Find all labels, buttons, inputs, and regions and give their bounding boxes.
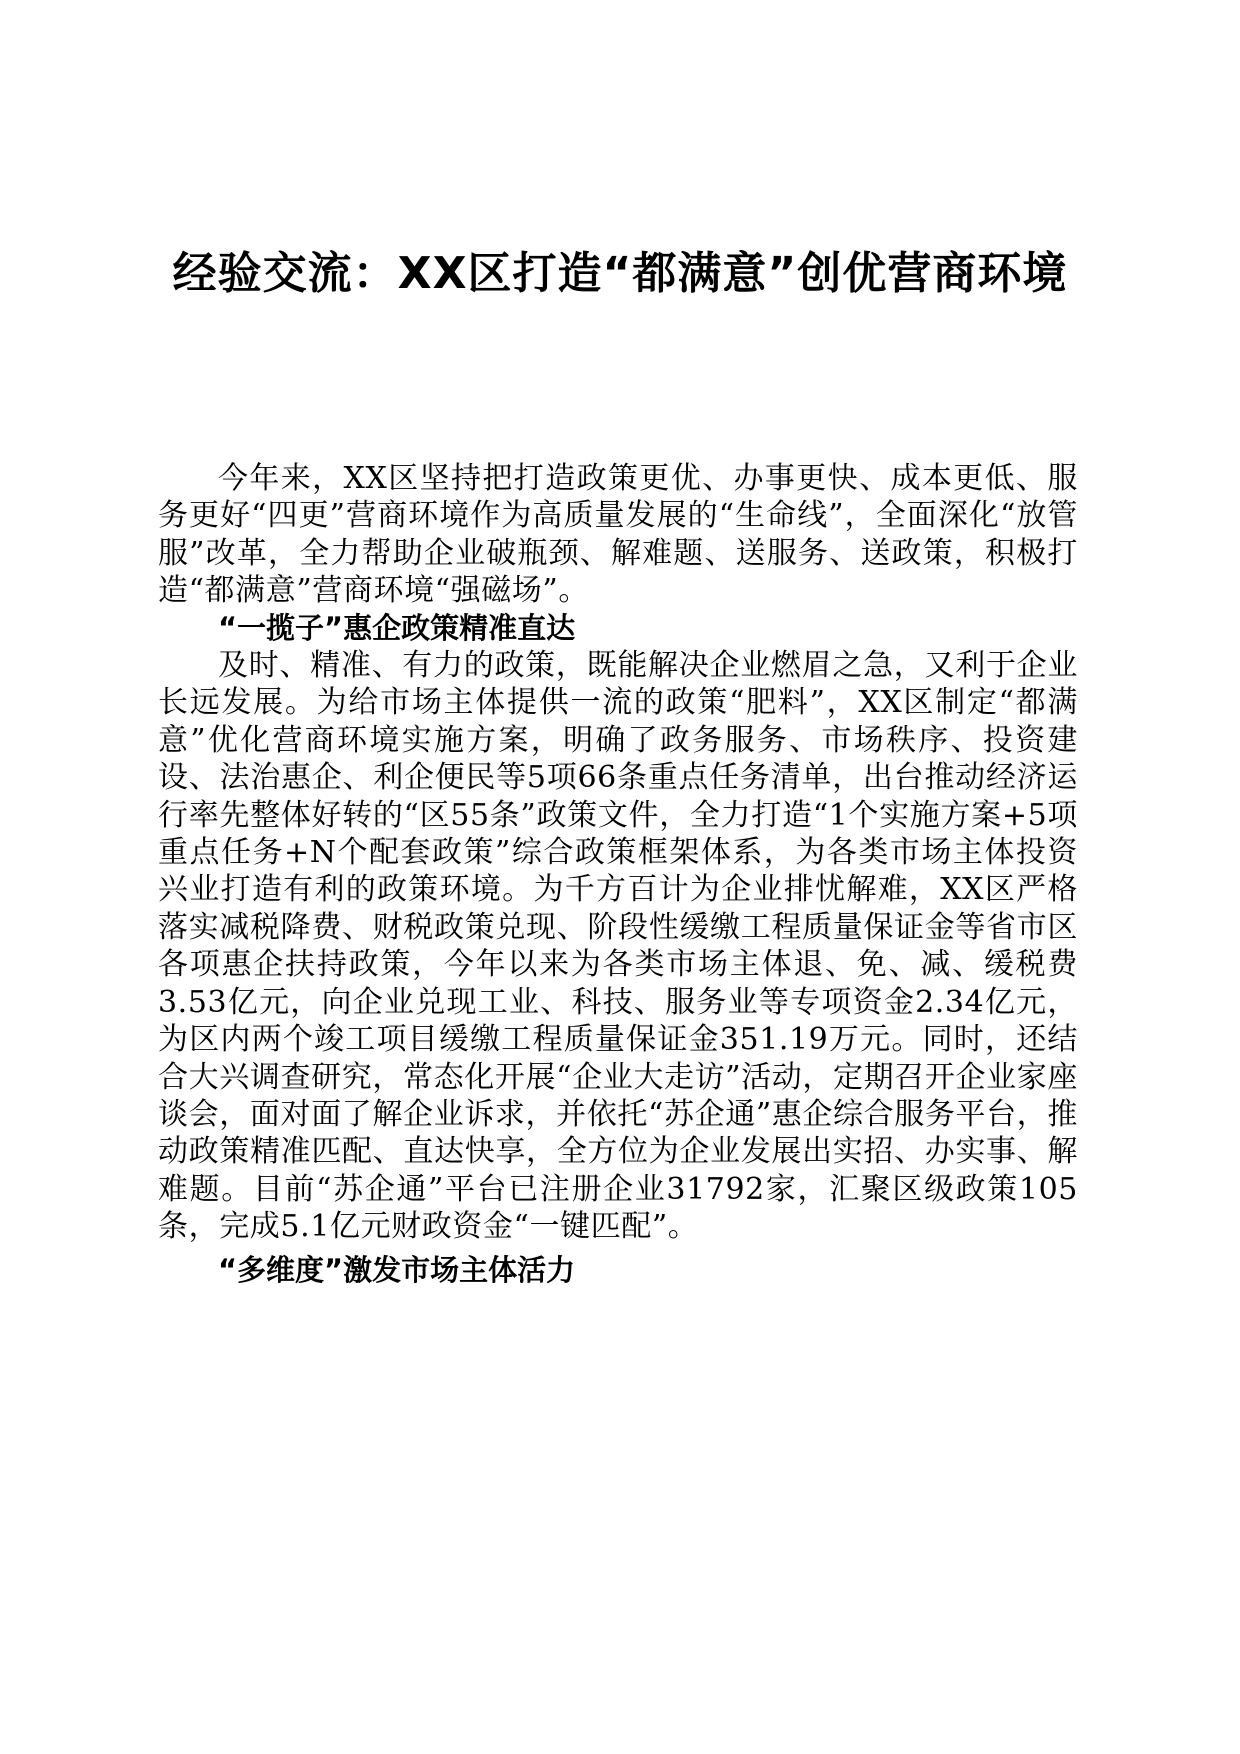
intro-paragraph: 今年来，XX区坚持把打造政策更优、办事更快、成本更低、服务更好“四更”营商环境作为高质量发展的“生命线”，全面深化“放管服”改革，全力帮助企业破瓶颈、解难题、送服务、送政策，积极打造“都满意”营商环境“强磁场”。 [158,461,1078,609]
section-heading-vitality: “多维度”激发市场主体活力 [218,1252,576,1287]
document-body [158,460,1078,1289]
section-paragraph-policy: 及时、精准、有力的政策，既能解决企业燃眉之急，又利于企业长远发展。为给市场主体提供一流的政策“肥料”，XX区制定“都满意”优化营商环境实施方案，明确了政务服务、市场秩序、投资建设、法治惠企、利企便民等5项66条重点任务清单，出台推动经济运行率先整体好转的“区55条”政策文件，全力打造“1个实施方案+5项重点任务+N个配套政策”综合政策框架体系，为各类市场主体投资兴业打造有利的政策环境。为千方百计为企业排忧解难，XX区严格落实减税降费、财税政策兑现、阶段性缓缴工程质量保证金等省市区各项惠企扶持政策，今年以来为各类市场主体退、免、减、缓税费3.53亿元，向企业兑现工业、科技、服务业等专项资金2.34亿元，为区内两个竣工项目缓缴工程质量保证金351.19万元。同时，还结合大兴调查研究，常态化开展“企业大走访”活动，定期召开企业家座谈会，面对面了解企业诉求，并依托“苏企通”惠企综合服务平台，推动政策精准匹配、直达快享，全方位为企业发展出实招、办实事、解难题。目前“苏企通”平台已注册企业31792家，汇聚区级政策105条，完成5.1亿元财政资金“一键匹配”。 [158,648,1078,1245]
document-title: 经验交流：XX区打造“都满意”创优营商环境 [172,248,1068,299]
section-heading-policy: “一揽子”惠企政策精准直达 [218,610,576,645]
